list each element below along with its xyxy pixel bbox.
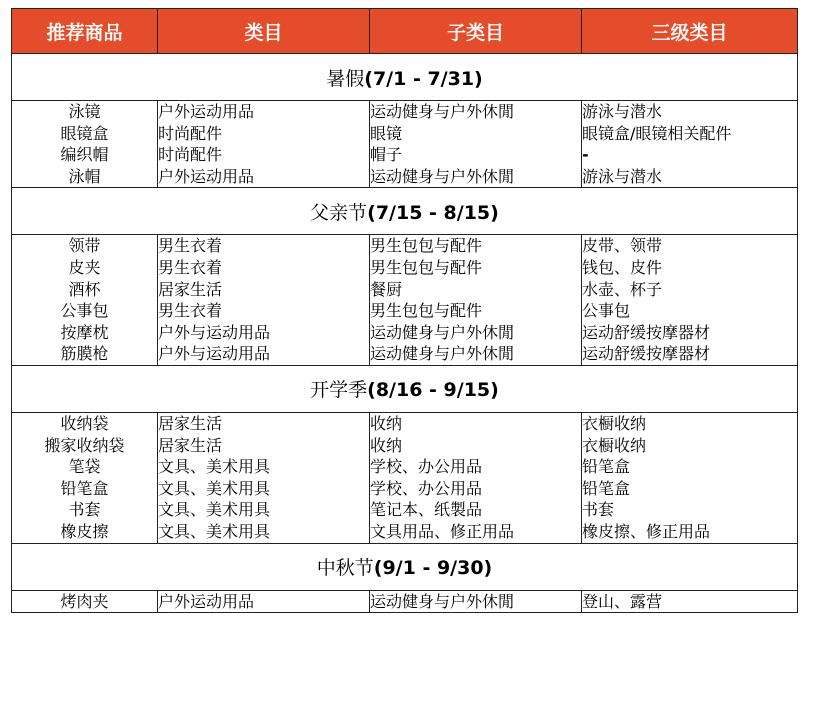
- subcategory-cell: [370, 590, 582, 613]
- cell-line: 收纳: [370, 413, 403, 433]
- season-header-row: [12, 543, 798, 590]
- cell-line: 学校、办公用品: [370, 478, 483, 498]
- cell-line: 铅笔盒: [582, 457, 631, 477]
- cell-line: 书套: [582, 500, 615, 520]
- cell-line: 帽子: [370, 145, 403, 165]
- cell-line: 水壶、杯子: [582, 279, 663, 299]
- holiday-product-table: [11, 8, 798, 613]
- subcategory-cell: [370, 101, 582, 188]
- cell-line: 游泳与潜水: [582, 166, 663, 186]
- cell-line: 文具用品、修正用品: [370, 521, 515, 541]
- season-content-row: [12, 590, 798, 613]
- cell-line: 运动舒缓按摩器材: [582, 344, 711, 364]
- season-dates: (7/15 - 8/15): [367, 201, 499, 224]
- cell-line: 户外与运动用品: [158, 344, 271, 364]
- cell-line: 橡皮擦: [60, 521, 109, 541]
- table-header: [12, 9, 798, 54]
- cell-line: 文具、美术用具: [158, 457, 271, 477]
- cell-line: 笔袋: [68, 457, 101, 477]
- cell-line: 运动健身与户外休閒: [370, 591, 515, 611]
- cell-line: 橡皮擦、修正用品: [582, 521, 711, 541]
- cell-line: 衣橱收纳: [582, 435, 647, 455]
- cell-line: 文具、美术用具: [158, 521, 271, 541]
- cell-line: 眼镜盒: [60, 123, 109, 143]
- cell-line: 户外运动用品: [158, 591, 255, 611]
- subcategory-cell: [370, 235, 582, 366]
- season-title: [12, 543, 798, 590]
- third-level-cell: [582, 412, 798, 543]
- product-cell: [12, 412, 158, 543]
- cell-line: 文具、美术用具: [158, 500, 271, 520]
- cell-line: 搬家收纳袋: [44, 435, 125, 455]
- cell-line: 烤肉夹: [60, 591, 109, 611]
- third-level-cell: [582, 590, 798, 613]
- season-title: [12, 365, 798, 412]
- season-name: 暑假: [326, 67, 365, 90]
- season-name: 父亲节: [310, 201, 368, 224]
- cell-line: 男生衣着: [158, 301, 223, 321]
- cell-line: 学校、办公用品: [370, 457, 483, 477]
- cell-line: 居家生活: [158, 413, 223, 433]
- cell-line: 登山、露营: [582, 591, 663, 611]
- season-content-row: [12, 235, 798, 366]
- cell-line: 泳帽: [68, 166, 101, 186]
- cell-line: 文具、美术用具: [158, 478, 271, 498]
- header-subcategory: 子类目: [370, 9, 582, 54]
- cell-line: 户外运动用品: [158, 102, 255, 121]
- cell-line: 运动健身与户外休閒: [370, 166, 515, 186]
- cell-line: 皮带、领带: [582, 236, 663, 256]
- cell-line: 运动健身与户外休閒: [370, 344, 515, 364]
- category-cell: [158, 590, 370, 613]
- cell-line: 男生包包与配件: [370, 236, 483, 256]
- cell-line: 公事包: [582, 301, 631, 321]
- product-cell: [12, 235, 158, 366]
- cell-line: 运动舒缓按摩器材: [582, 322, 711, 342]
- subcategory-cell: [370, 412, 582, 543]
- cell-line: -: [582, 145, 589, 165]
- cell-line: 书套: [68, 500, 101, 520]
- third-level-cell: [582, 101, 798, 188]
- cell-line: 游泳与潜水: [582, 102, 663, 121]
- season-dates: (8/16 - 9/15): [367, 379, 499, 402]
- cell-line: 泳镜: [68, 102, 101, 121]
- cell-line: 男生衣着: [158, 236, 223, 256]
- season-name: 中秋节: [316, 557, 374, 579]
- cell-line: 按摩枕: [60, 322, 109, 342]
- season-dates: (9/1 - 9/30): [373, 557, 493, 579]
- cell-line: 酒杯: [68, 279, 101, 299]
- header-recommended-products: 推荐商品: [12, 9, 158, 54]
- cell-line: 笔记本、纸製品: [370, 500, 483, 520]
- cell-line: 男生衣着: [158, 257, 223, 277]
- cell-line: 运动健身与户外休閒: [370, 102, 515, 121]
- cell-line: 编织帽: [60, 145, 109, 165]
- season-dates: (7/1 - 7/31): [364, 67, 483, 90]
- cell-line: 筋膜枪: [60, 344, 109, 364]
- category-cell: [158, 412, 370, 543]
- cell-line: 男生包包与配件: [370, 301, 483, 321]
- cell-line: 公事包: [60, 301, 109, 321]
- cell-line: 男生包包与配件: [370, 257, 483, 277]
- cell-line: 户外与运动用品: [158, 322, 271, 342]
- season-title: [12, 188, 798, 235]
- table-body: [12, 54, 798, 613]
- cell-line: 居家生活: [158, 279, 223, 299]
- third-level-cell: [582, 235, 798, 366]
- cell-line: 铅笔盒: [60, 478, 109, 498]
- cell-line: 户外运动用品: [158, 166, 255, 186]
- season-header-row: [12, 365, 798, 412]
- cell-line: 收纳袋: [60, 413, 109, 433]
- cell-line: 眼镜盒/眼镜相关配件: [582, 123, 732, 143]
- product-cell: [12, 590, 158, 613]
- cell-line: 居家生活: [158, 435, 223, 455]
- cell-line: 领带: [68, 236, 101, 256]
- cell-line: 钱包、皮件: [582, 257, 663, 277]
- cell-line: 皮夹: [68, 257, 101, 277]
- category-cell: [158, 235, 370, 366]
- cell-line: 收纳: [370, 435, 403, 455]
- cell-line: 衣橱收纳: [582, 413, 647, 433]
- cell-line: 运动健身与户外休閒: [370, 322, 515, 342]
- cell-line: 眼镜: [370, 123, 403, 143]
- cell-line: 铅笔盒: [582, 478, 631, 498]
- header-third-level-category: 三级类目: [582, 9, 798, 54]
- season-header-row: [12, 188, 798, 235]
- season-content-row: [12, 412, 798, 543]
- season-content-row: [12, 101, 798, 188]
- season-header-row: [12, 54, 798, 101]
- cell-line: 时尚配件: [158, 145, 223, 165]
- season-name: 开学季: [310, 379, 368, 402]
- header-category: 类目: [158, 9, 370, 54]
- cell-line: 时尚配件: [158, 123, 223, 143]
- cell-line: 餐厨: [370, 279, 403, 299]
- category-cell: [158, 101, 370, 188]
- product-cell: [12, 101, 158, 188]
- season-title: [12, 54, 798, 101]
